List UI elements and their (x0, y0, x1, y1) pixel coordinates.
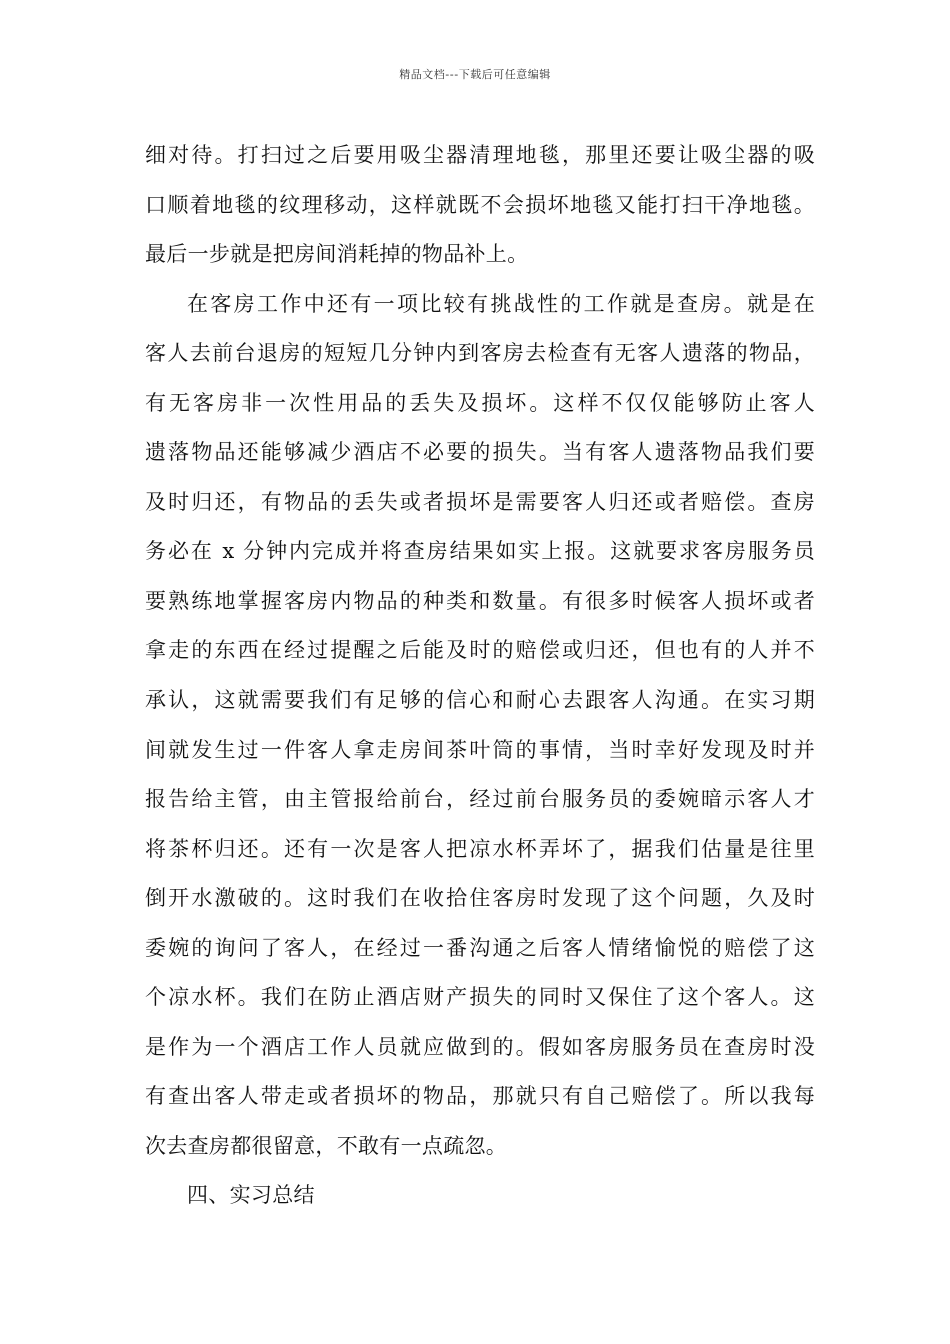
text-line: 客人去前台退房的短短几分钟内到客房去检查有无客人遗落的物品， (145, 341, 815, 366)
text-line: 个凉水杯。我们在防止酒店财产损失的同时又保住了这个客人。这 (145, 985, 815, 1010)
text-line: 报告给主管，由主管报给前台，经过前台服务员的委婉暗示客人才 (145, 787, 815, 812)
text-line: 有查出客人带走或者损坏的物品，那就只有自己赔偿了。所以我每 (145, 1084, 815, 1109)
section-heading: 四、实习总结 (187, 1183, 315, 1208)
document-body (145, 131, 815, 1221)
text-line: 最后一步就是把房间消耗掉的物品补上。 (145, 242, 529, 267)
text-line: 倒开水激破的。这时我们在收拾住客房时发现了这个问题，久及时 (145, 886, 815, 911)
text-line: 是作为一个酒店工作人员就应做到的。假如客房服务员在查房时没 (145, 1034, 815, 1059)
text-line: 务必在 x 分钟内完成并将查房结果如实上报。这就要求客房服务员 (145, 539, 815, 564)
text-line: 拿走的东西在经过提醒之后能及时的赔偿或归还，但也有的人并不 (145, 638, 815, 663)
text-line: 遗落物品还能够减少酒店不必要的损失。当有客人遗落物品我们要 (145, 440, 815, 465)
text-line: 口顺着地毯的纹理移动，这样就既不会损坏地毯又能打扫干净地毯。 (145, 192, 815, 217)
text-line: 要熟练地掌握客房内物品的种类和数量。有很多时候客人损坏或者 (145, 588, 815, 613)
text-line: 间就发生过一件客人拿走房间茶叶筒的事情，当时幸好发现及时并 (145, 737, 815, 762)
text-line: 将茶杯归还。还有一次是客人把凉水杯弄坏了，据我们估量是往里 (145, 836, 815, 861)
text-line: 次去查房都很留意，不敢有一点疏忽。 (145, 1133, 508, 1158)
paragraph-first-line: 在客房工作中还有一项比较有挑战性的工作就是查房。就是在 (187, 291, 815, 316)
text-line: 委婉的询问了客人，在经过一番沟通之后客人情绪愉悦的赔偿了这 (145, 935, 815, 960)
text-line: 及时归还，有物品的丢失或者损坏是需要客人归还或者赔偿。查房 (145, 489, 815, 514)
text-line: 细对待。打扫过之后要用吸尘器清理地毯，那里还要让吸尘器的吸 (145, 143, 815, 167)
page-header: 精品文档---下载后可任意编辑 (399, 68, 551, 81)
text-line: 承认，这就需要我们有足够的信心和耐心去跟客人沟通。在实习期 (145, 688, 815, 713)
text-line: 有无客房非一次性用品的丢失及损坏。这样不仅仅能够防止客人 (145, 390, 815, 415)
